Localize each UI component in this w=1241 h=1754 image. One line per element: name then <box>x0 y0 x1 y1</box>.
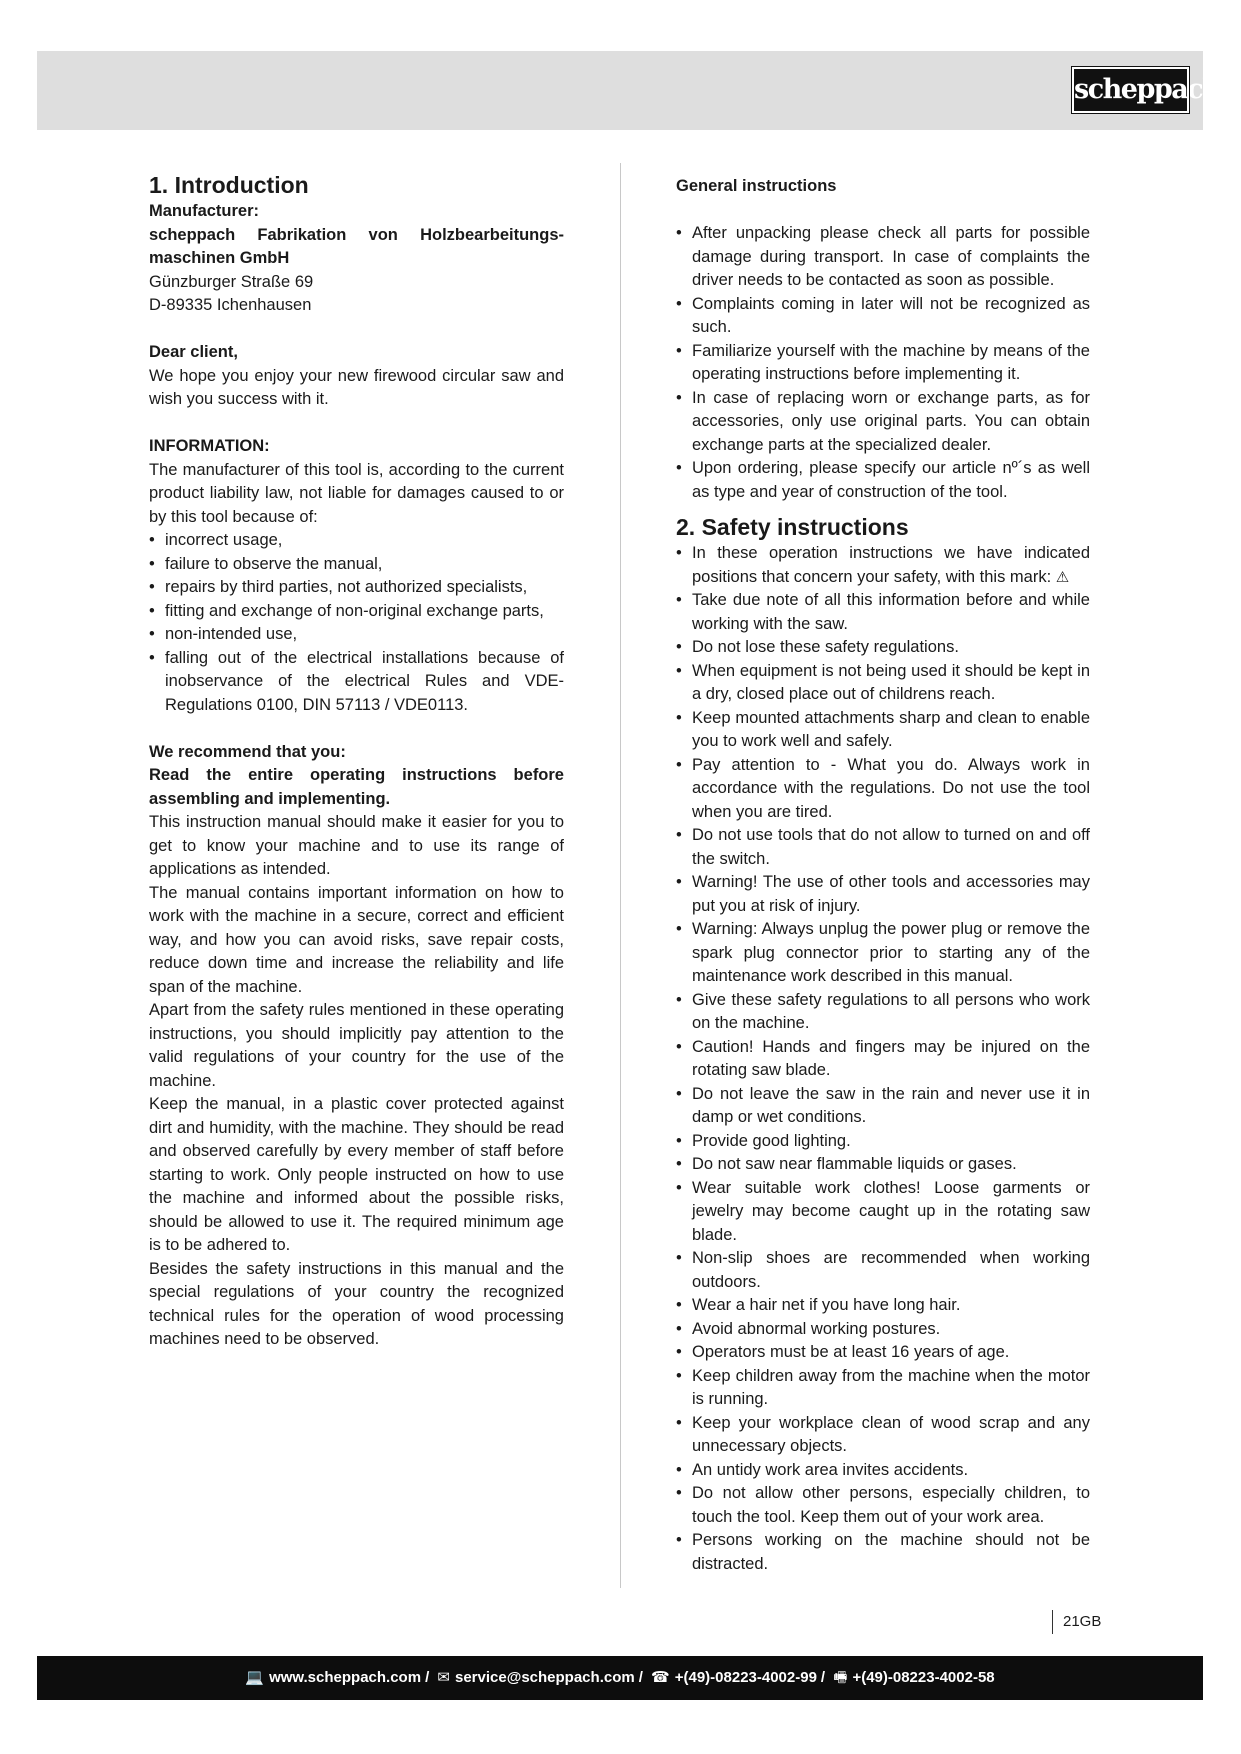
brand-logo: scheppach <box>1072 67 1189 113</box>
list-item: • falling out of the electrical installations because of inobservance of the electrical Rules and VDE-Regulations 0100, DIN 57113 / VDE0113. <box>149 647 564 718</box>
right-column <box>676 175 1090 1576</box>
list-item: • Warning: Always unplug the power plug or remove the spark plug connector prior to starting any of the maintenance work described in this manual. <box>676 918 1090 989</box>
address-city: D-89335 Ichenhausen <box>149 296 312 314</box>
dear-client-label: Dear client, <box>149 343 238 361</box>
intro-heading: 1. Introduction <box>149 172 309 198</box>
paragraph: This instruction manual should make it easier for you to get to know your machine and to use its range of applications as intended. <box>149 813 564 878</box>
list-item: • Upon ordering, please specify our article nº´s as well as type and year of construction of the tool. <box>676 457 1090 504</box>
list-item: • Non-slip shoes are recommended when working outdoors. <box>676 1247 1090 1294</box>
list-item <box>676 542 1090 589</box>
list-item: • non-intended use, <box>149 623 564 647</box>
footer-email[interactable]: service@scheppach.com <box>454 1669 635 1686</box>
list-item: • fitting and exchange of non-original exchange parts, <box>149 600 564 624</box>
header-band <box>37 51 1203 130</box>
list-item: • Do not allow other persons, especially children, to touch the tool. Keep them out of your work area. <box>676 1482 1090 1529</box>
address-street: Günzburger Straße 69 <box>149 272 314 291</box>
page-number: 21GB <box>1052 1610 1101 1634</box>
list-item: • Wear a hair net if you have long hair. <box>676 1294 1090 1318</box>
manufacturer-name: scheppach Fabrikation von Holzbearbeitungs-maschinen GmbH <box>149 225 564 267</box>
safety-heading: 2. Safety instructions <box>676 514 909 540</box>
footer-website[interactable]: www.scheppach.com <box>269 1669 422 1686</box>
list-item: • Keep children away from the machine when the motor is running. <box>676 1365 1090 1412</box>
list-item: • Do not lose these safety regulations. <box>676 636 1090 660</box>
safety-first-item-text: In these operation instructions we have indicated positions that concern your safety, with this mark: <box>692 544 1090 586</box>
warning-triangle-icon: ⚠ <box>1055 568 1070 586</box>
information-label: INFORMATION: <box>149 437 270 455</box>
list-item: • Persons working on the machine should not be distracted. <box>676 1529 1090 1576</box>
information-text: The manufacturer of this tool is, according to the current product liability law, not liable for damages caused to or by this tool because of: <box>149 460 564 526</box>
fax-icon: 🖷 <box>833 1669 848 1686</box>
list-item: • Complaints coming in later will not be recognized as such. <box>676 293 1090 340</box>
list-item: • Do not saw near flammable liquids or gases. <box>676 1153 1090 1177</box>
list-item: • Avoid abnormal working postures. <box>676 1318 1090 1342</box>
paragraph: The manual contains important information on how to work with the machine in a secure, correct and efficient way, and how you can avoid risks, save repair costs, reduce down time and increase the reliability and life span of the machine. <box>149 883 564 996</box>
list-item: • An untidy work area invites accidents. <box>676 1459 1090 1483</box>
list-item: • When equipment is not being used it should be kept in a dry, closed place out of childrens reach. <box>676 660 1090 707</box>
list-item: • Keep mounted attachments sharp and clean to enable you to work well and safely. <box>676 707 1090 754</box>
footer-fax: +(49)-08223-4002-58 <box>852 1669 995 1686</box>
email-icon: ✉ <box>437 1669 450 1686</box>
paragraph: Besides the safety instructions in this manual and the special regulations of your country the recognized technical rules for the operation of wood processing machines need to be observed. <box>149 1259 564 1348</box>
list-item: • In case of replacing worn or exchange parts, as for accessories, only use original parts. You can obtain exchange parts at the specialized dealer. <box>676 387 1090 458</box>
list-item: • Give these safety regulations to all persons who work on the machine. <box>676 989 1090 1036</box>
liability-list <box>149 529 564 717</box>
list-item: • Caution! Hands and fingers may be injured on the rotating saw blade. <box>676 1036 1090 1083</box>
list-item: • Do not use tools that do not allow to turned on and off the switch. <box>676 824 1090 871</box>
dear-client-text: We hope you enjoy your new firewood circular saw and wish you success with it. <box>149 366 564 408</box>
general-heading: General instructions <box>676 177 837 195</box>
phone-icon: ☎ <box>651 1669 670 1686</box>
footer-bar: 💻 www.scheppach.com / ✉ service@scheppach.com / ☎ +(49)-08223-4002-99 / 🖷 +(49)-08223-4002-58 <box>37 1656 1203 1700</box>
list-item: • Wear suitable work clothes! Loose garments or jewelry may become caught up in the rotating saw blade. <box>676 1177 1090 1248</box>
manufacturer-label: Manufacturer: <box>149 202 260 220</box>
list-item: • Provide good lighting. <box>676 1130 1090 1154</box>
list-item: • Warning! The use of other tools and accessories may put you at risk of injury. <box>676 871 1090 918</box>
list-item: • repairs by third parties, not authorized specialists, <box>149 576 564 600</box>
safety-list <box>676 542 1090 1576</box>
list-item: • Keep your workplace clean of wood scrap and any unnecessary objects. <box>676 1412 1090 1459</box>
computer-icon: 💻 <box>245 1669 265 1686</box>
footer-phone: +(49)-08223-4002-99 <box>674 1669 817 1686</box>
list-item: • Operators must be at least 16 years of age. <box>676 1341 1090 1365</box>
list-item: • Take due note of all this information before and while working with the saw. <box>676 589 1090 636</box>
recommend-bold-text: Read the entire operating instructions before assembling and implementing. <box>149 766 564 808</box>
paragraph: Keep the manual, in a plastic cover protected against dirt and humidity, with the machine. They should be read and observed carefully by every member of staff before starting to work. Only people instructed on how to use the machine and informed about the possible risks, should be allowed to use it. The required minimum age is to be adhered to. <box>149 1095 564 1254</box>
recommend-label: We recommend that you: <box>149 742 346 761</box>
list-item: • failure to observe the manual, <box>149 553 564 577</box>
column-divider <box>620 163 621 1588</box>
list-item: • Pay attention to - What you do. Always work in accordance with the regulations. Do not use the tool when you are tired. <box>676 754 1090 825</box>
list-item: • Familiarize yourself with the machine by means of the operating instructions before implementing it. <box>676 340 1090 387</box>
list-item: • Do not leave the saw in the rain and never use it in damp or wet conditions. <box>676 1083 1090 1130</box>
list-item: • incorrect usage, <box>149 529 564 553</box>
list-item: • After unpacking please check all parts for possible damage during transport. In case of complaints the driver needs to be contacted as soon as possible. <box>676 222 1090 293</box>
paragraph: Apart from the safety rules mentioned in these operating instructions, you should implicitly pay attention to the valid regulations of your country for the use of the machine. <box>149 1001 564 1090</box>
left-column <box>149 170 564 1352</box>
general-list <box>676 222 1090 504</box>
